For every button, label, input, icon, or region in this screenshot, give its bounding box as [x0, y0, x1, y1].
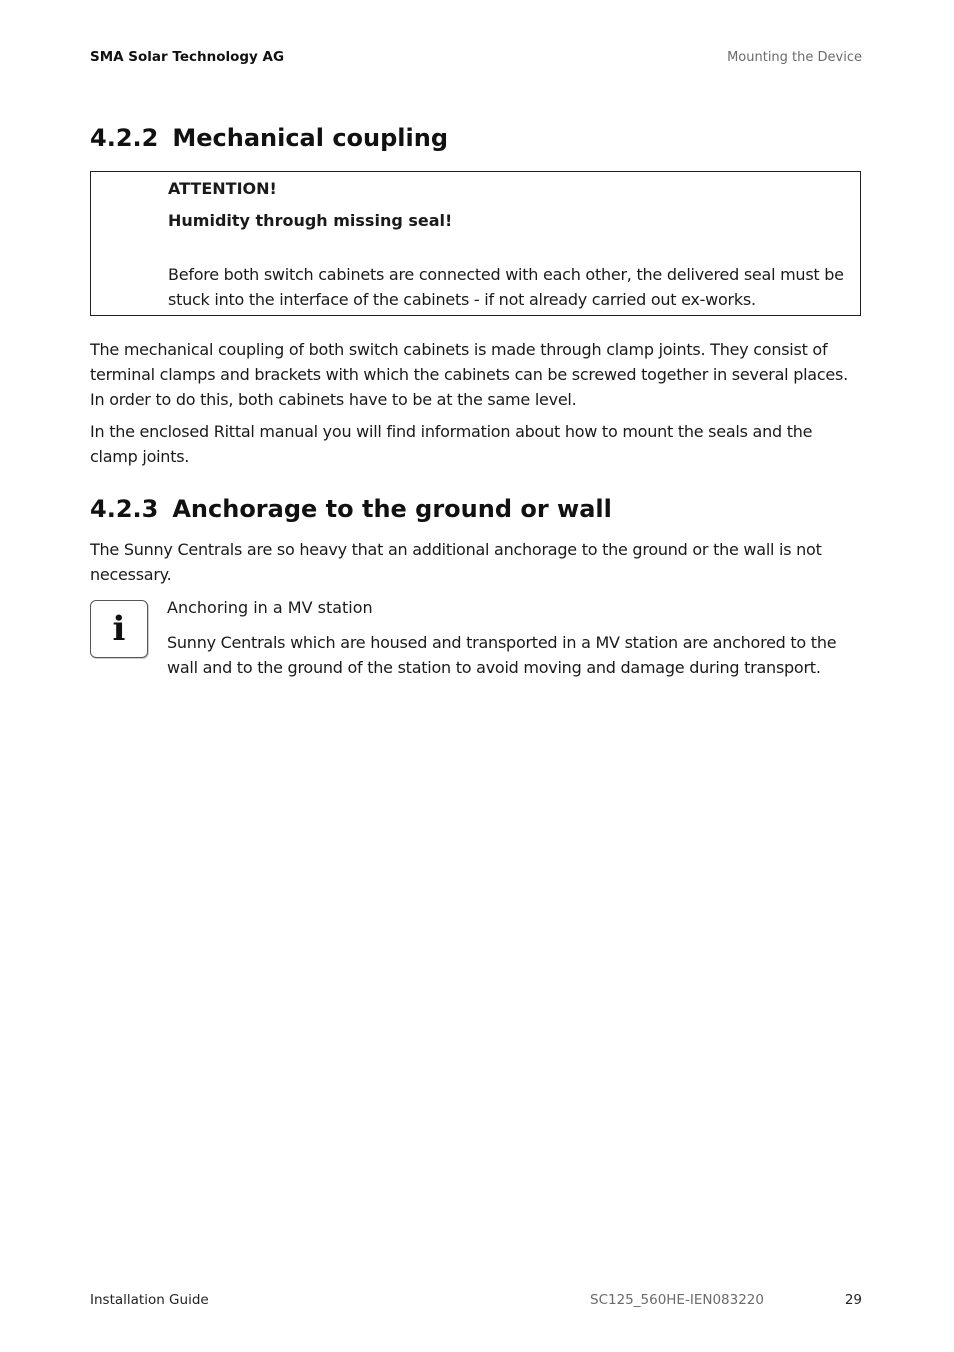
paragraph-mechanical-coupling: The mechanical coupling of both switch cabinets is made through clamp joints. They consist of terminal clamps and brackets with which the cabinets can be screwed together in several places. In order to do this, both cabinets have to be at the same level.: [90, 340, 848, 409]
paragraph-rittal-manual: In the enclosed Rittal manual you will find information about how to mount the seals and the clamp joints.: [90, 422, 813, 466]
attention-body: Before both switch cabinets are connected with each other, the delivered seal must be stuck into the interface of the cabinets - if not already carried out ex-works.: [168, 265, 844, 309]
heading-number: 4.2.2: [90, 124, 159, 152]
attention-label: ATTENTION!: [168, 179, 277, 198]
attention-box: [90, 171, 861, 316]
heading-number: 4.2.3: [90, 495, 159, 523]
footer-doc-code: SC125_560HE-IEN083220: [590, 1292, 764, 1308]
heading-mechanical-coupling: [90, 124, 448, 152]
heading-anchorage: [90, 495, 612, 523]
footer-doc-type: Installation Guide: [90, 1292, 209, 1308]
heading-title: Anchorage to the ground or wall: [172, 495, 612, 523]
attention-subtitle: Humidity through missing seal!: [168, 211, 453, 230]
header-section: Mounting the Device: [727, 50, 862, 65]
info-icon: [90, 600, 148, 658]
footer-page-number: 29: [844, 1292, 862, 1308]
heading-title: Mechanical coupling: [172, 124, 449, 152]
paragraph-anchorage: The Sunny Centrals are so heavy that an additional anchorage to the ground or the wall is not necessary.: [90, 540, 822, 584]
header-company: SMA Solar Technology AG: [90, 49, 285, 65]
note-body: Sunny Centrals which are housed and transported in a MV station are anchored to the wall and to the ground of the station to avoid moving and damage during transport.: [167, 633, 837, 677]
info-icon-glyph: i: [112, 609, 126, 649]
note-title: Anchoring in a MV station: [167, 598, 373, 617]
